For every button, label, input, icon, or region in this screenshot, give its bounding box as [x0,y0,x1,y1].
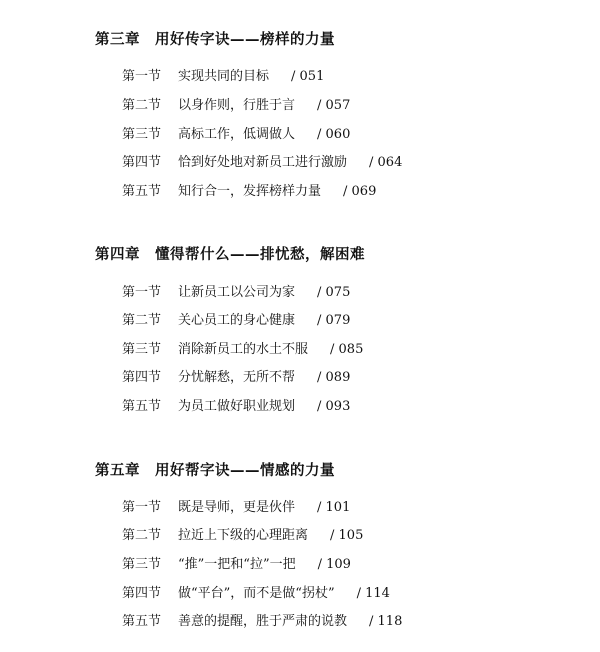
toc-entry[interactable] [122,585,390,603]
page-number: / 105 [330,528,364,543]
section-number: 第五节 [122,184,162,199]
section-number: 第三节 [122,557,162,572]
page-number: / 057 [317,98,351,113]
section-number: 第五节 [122,614,162,629]
section-number: 第二节 [122,528,162,543]
section-title: 恰到好处地对新员工进行激励 [178,155,348,170]
section-number: 第三节 [122,342,162,357]
section-number: 第一节 [122,69,162,84]
section-number: 第二节 [122,98,162,113]
page-number: / 089 [317,370,351,385]
section-number: 第二节 [122,313,162,328]
page-number: / 085 [330,342,364,357]
toc-entry[interactable] [122,183,376,201]
page-number: / 109 [317,557,351,572]
page-number: / 114 [356,586,390,601]
section-number: 第一节 [122,500,162,515]
toc-entry[interactable] [122,312,350,330]
section-title: 分忧解愁，无所不帮 [178,370,296,385]
page-number: / 079 [317,313,351,328]
page-number: / 093 [317,399,351,414]
section-title: 消除新员工的水土不服 [178,342,309,357]
chapter-heading: 第五章 用好帮字诀——情感的力量 [95,463,335,479]
toc-entry[interactable] [122,398,350,416]
section-number: 第五节 [122,399,162,414]
toc-entry[interactable] [122,154,402,172]
section-title: 既是导师，更是伙伴 [178,500,296,515]
page-number: / 051 [291,69,325,84]
section-title: 知行合一，发挥榜样力量 [178,184,322,199]
page-number: / 118 [369,614,403,629]
toc-entry[interactable] [122,68,324,86]
section-title: 实现共同的目标 [178,69,270,84]
page-number: / 069 [343,184,377,199]
section-title: 做“平台”，而不是做“拐杖” [178,586,335,601]
section-title: 关心员工的身心健康 [178,313,296,328]
section-title: 为员工做好职业规划 [178,399,296,414]
chapter-heading: 第四章 懂得帮什么——排忧愁，解困难 [95,247,365,263]
section-title: “推”一把和“拉”一把 [178,557,296,572]
page-number: / 101 [317,500,351,515]
page-number: / 075 [317,285,351,300]
toc-entry[interactable] [122,613,402,631]
toc-entry[interactable] [122,97,350,115]
toc-entry[interactable] [122,341,363,359]
section-number: 第四节 [122,586,162,601]
section-title: 善意的提醒，胜于严肃的说教 [178,614,348,629]
section-number: 第四节 [122,370,162,385]
section-number: 第一节 [122,285,162,300]
section-title: 以身作则，行胜于言 [178,98,296,113]
chapter-heading: 第三章 用好传字诀——榜样的力量 [95,32,335,48]
section-title: 让新员工以公司为家 [178,285,296,300]
toc-entry[interactable] [122,499,350,517]
page-number: / 064 [369,155,403,170]
toc-entry[interactable] [122,556,351,574]
toc-entry[interactable] [122,126,350,144]
section-title: 高标工作，低调做人 [178,127,296,142]
toc-entry[interactable] [122,369,350,387]
toc-entry[interactable] [122,284,350,302]
section-number: 第四节 [122,155,162,170]
page-number: / 060 [317,127,351,142]
toc-entry[interactable] [122,527,363,545]
section-title: 拉近上下级的心理距离 [178,528,309,543]
section-number: 第三节 [122,127,162,142]
